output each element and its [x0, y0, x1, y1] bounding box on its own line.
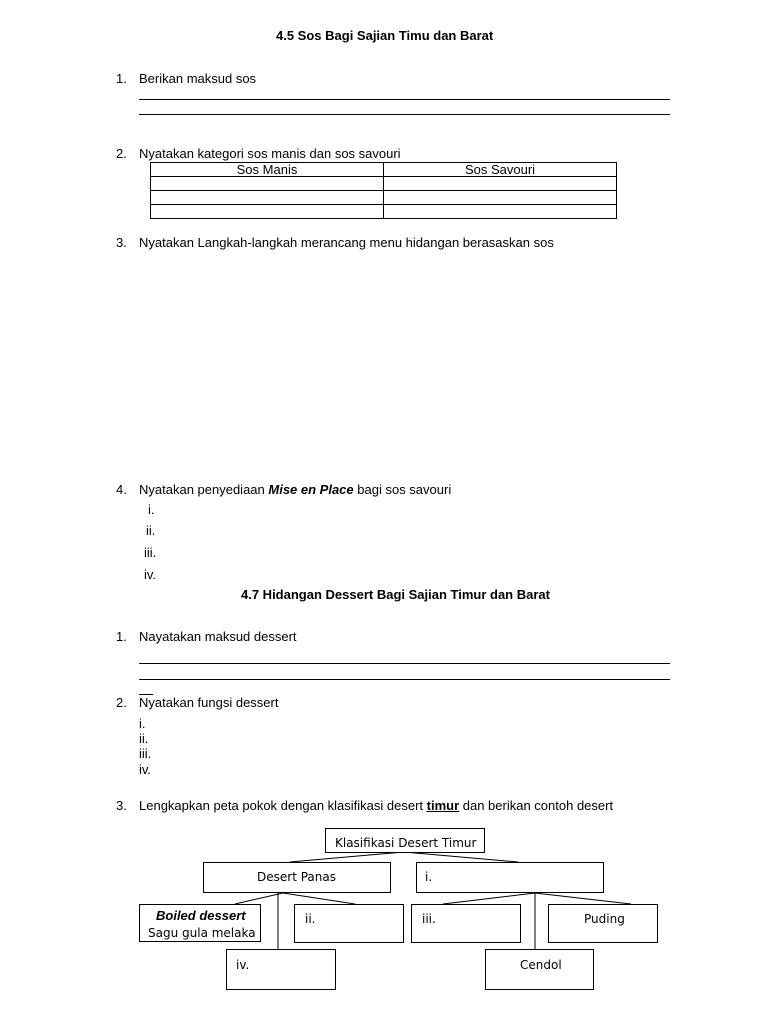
- tree-node-desert-panas: Desert Panas: [203, 862, 391, 893]
- column-header-sos-manis: Sos Manis: [151, 163, 384, 177]
- question-number: 4.: [116, 482, 127, 497]
- column-header-sos-savouri: Sos Savouri: [384, 163, 617, 177]
- emphasis-text: timur: [426, 798, 460, 813]
- list-item: iv.: [139, 762, 152, 777]
- question-number: 2.: [116, 695, 127, 710]
- list-item: iii.: [144, 545, 157, 560]
- question-text: Nyatakan Langkah-langkah merancang menu hidangan berasaskan sos: [139, 235, 554, 250]
- tree-node-blank-i[interactable]: i.: [416, 862, 604, 893]
- question-number: 1.: [116, 71, 127, 86]
- question-number: 2.: [116, 146, 127, 161]
- tree-node-boiled-dessert: Boiled dessert Sagu gula melaka: [139, 904, 261, 942]
- question-text: Nayatakan maksud dessert: [139, 629, 297, 644]
- list-item: iii.: [139, 746, 152, 761]
- tree-node-blank-iv[interactable]: iv.: [226, 949, 336, 990]
- list-item: i.: [139, 716, 146, 731]
- question-number: 1.: [116, 629, 127, 644]
- tree-root-node: Klasifikasi Desert Timur: [325, 828, 485, 853]
- list-item: i.: [148, 502, 155, 517]
- list-item: ii.: [139, 731, 149, 746]
- question-text: Nyatakan penyediaan Mise en Place bagi sos savouri: [139, 482, 452, 497]
- tree-node-cendol: Cendol: [485, 949, 594, 990]
- tree-node-blank-iii[interactable]: iii.: [411, 904, 521, 943]
- emphasis-text: Mise en Place: [268, 482, 354, 497]
- list-item: ii.: [146, 523, 156, 538]
- question-text: Lengkapkan peta pokok dengan klasifikasi desert timur dan berikan contoh desert: [139, 798, 614, 813]
- question-text: Nyatakan kategori sos manis dan sos savouri: [139, 146, 401, 161]
- section-title-4-7: 4.7 Hidangan Dessert Bagi Sajian Timur dan Barat: [241, 587, 550, 602]
- question-number: 3.: [116, 798, 127, 813]
- section-title-4-5: 4.5 Sos Bagi Sajian Timu dan Barat: [276, 28, 494, 43]
- tree-node-blank-ii[interactable]: ii.: [294, 904, 404, 943]
- tree-node-puding: Puding: [548, 904, 658, 943]
- question-number: 3.: [116, 235, 127, 250]
- question-text: Nyatakan fungsi dessert: [139, 695, 279, 710]
- list-item: iv.: [144, 567, 157, 582]
- question-text: Berikan maksud sos: [139, 71, 257, 86]
